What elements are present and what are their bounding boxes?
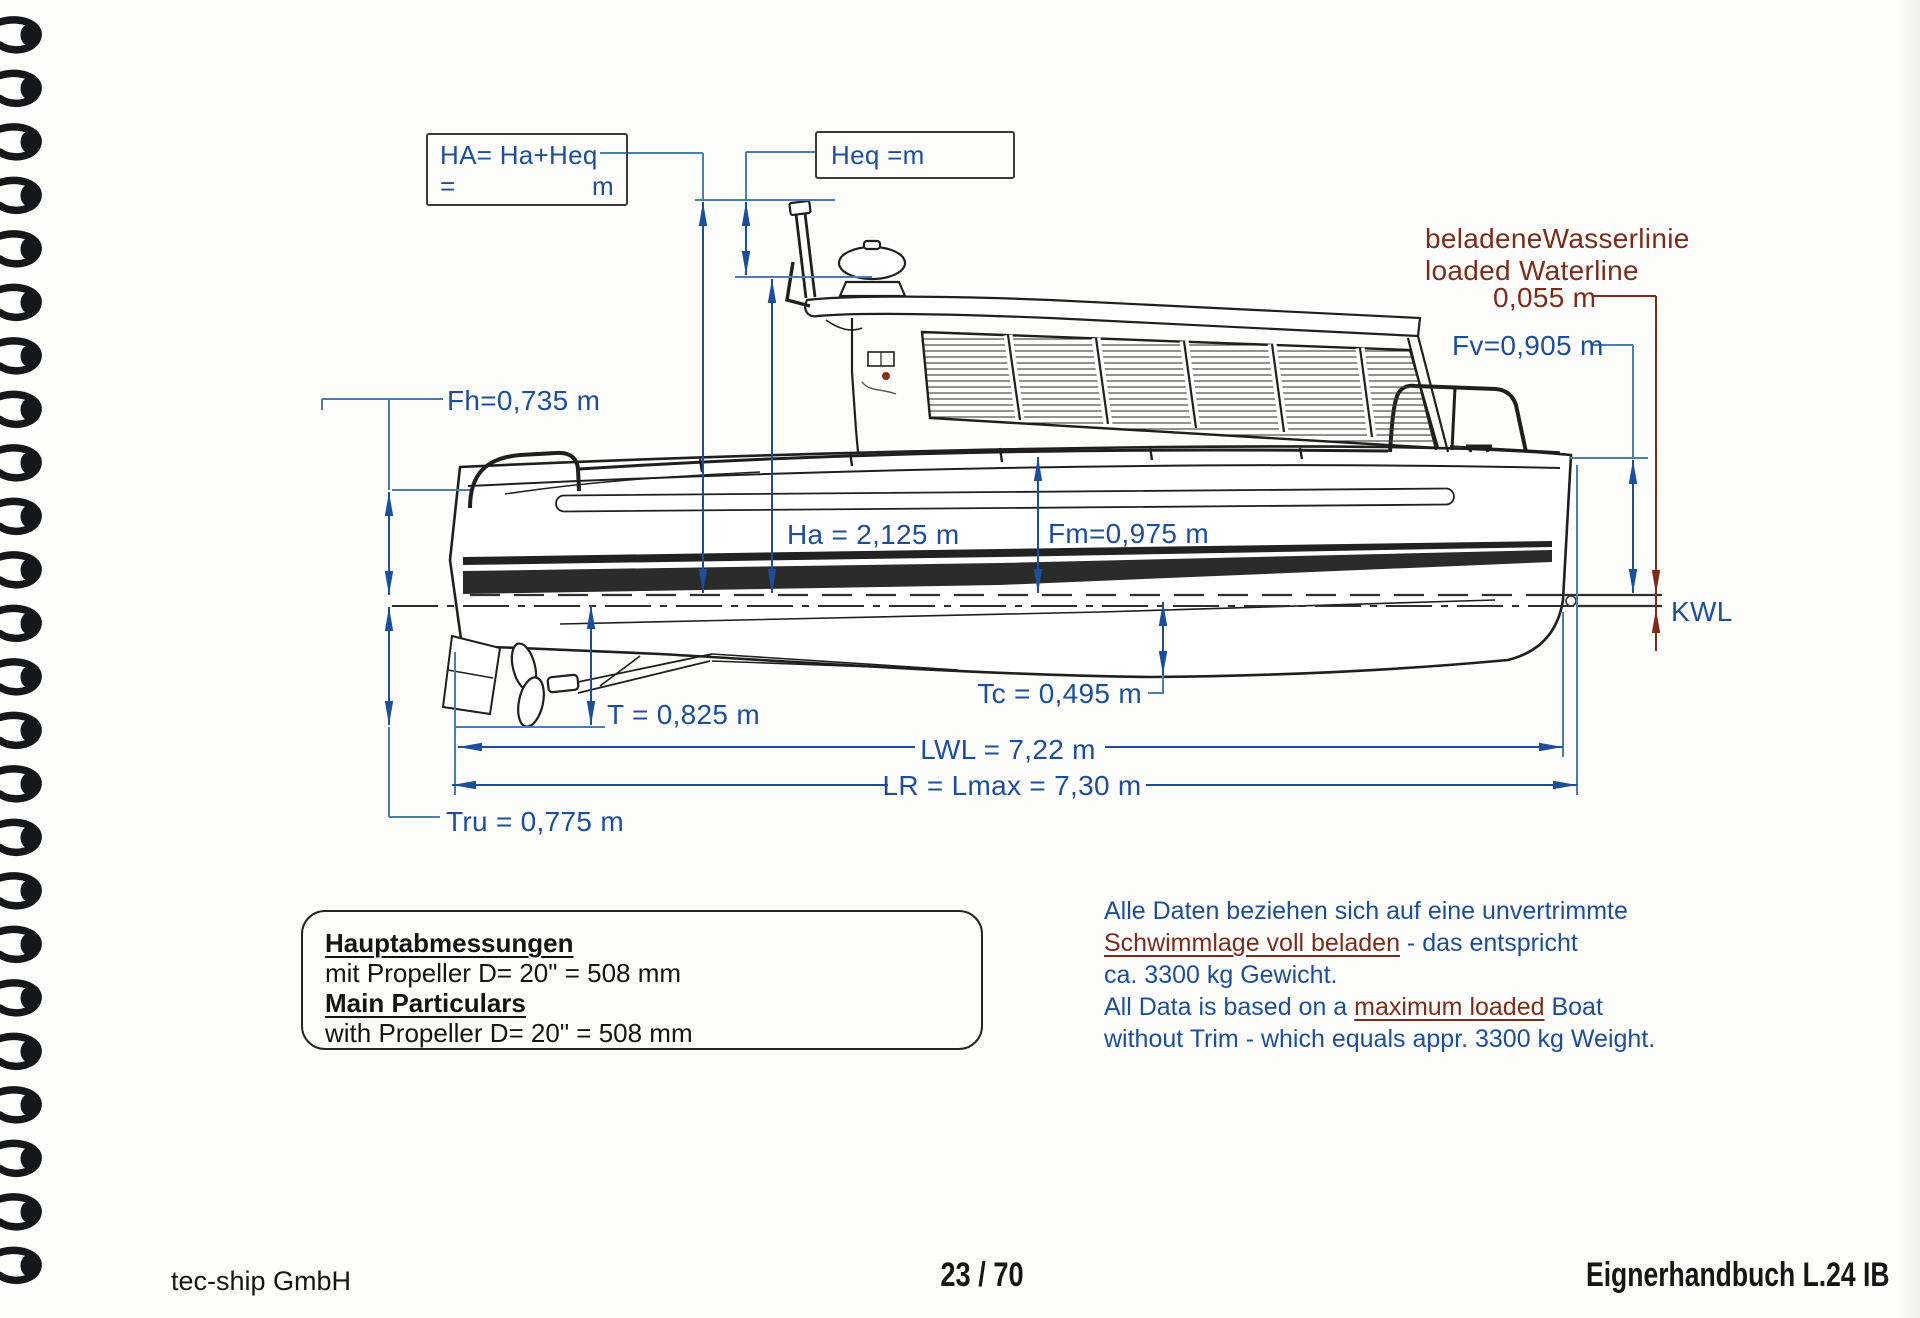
particulars-title-de: Hauptabmessungen — [325, 928, 574, 958]
dim-label-tc: Tc = 0,495 m — [977, 678, 1142, 709]
waterline-note-en: loaded Waterline — [1425, 255, 1639, 286]
main-particulars-box — [301, 910, 983, 1050]
particulars-sub-de: mit Propeller D= 20" = 508 mm — [325, 958, 682, 988]
formula-heq-label: Heq = — [831, 139, 903, 170]
note-line-4-post: Boat — [1544, 993, 1603, 1021]
dim-label-lr: LR = Lmax = 7,30 m — [882, 770, 1142, 801]
bow-rail-stanchion — [1452, 387, 1455, 450]
particulars-sub-en: with Propeller D= 20" = 508 mm — [325, 1018, 693, 1048]
footer-page-number: 23 / 70 — [940, 1256, 1024, 1294]
dim-label-fh: Fh=0,735 m — [447, 385, 601, 416]
dim-label-wl-offset: 0,055 m — [1493, 282, 1597, 313]
dim-label-kwl: KWL — [1671, 596, 1733, 627]
footer-document-title: Eignerhandbuch L.24 IB — [1586, 1256, 1890, 1294]
note-line-4-red: maximum loaded — [1354, 993, 1545, 1021]
cabin-aft-wall — [852, 318, 858, 452]
wheelhouse — [805, 297, 1448, 452]
note-line-2 — [1104, 927, 1655, 959]
antenna-mast — [787, 201, 815, 306]
note-line-2-rest: - das entspricht — [1399, 929, 1578, 957]
dim-label-t: T = 0,825 m — [607, 699, 760, 730]
spiral-binding — [0, 20, 38, 1280]
note-line-2-red: Schwimmlage voll beladen — [1104, 929, 1400, 957]
formula-ha-equals: = — [440, 171, 456, 201]
note-line-3: ca. 3300 kg Gewicht. — [1104, 961, 1338, 989]
cabin-logo-dot — [882, 372, 890, 380]
particulars-title-en: Main Particulars — [325, 988, 526, 1018]
note-line-4 — [1104, 991, 1655, 1023]
waterline-note-de: beladeneWasserlinie — [1425, 223, 1690, 254]
lwl-end-marker — [1566, 596, 1576, 606]
cabin-squiggle — [862, 382, 896, 394]
data-notes — [1104, 895, 1655, 1055]
dim-label-tru: Tru = 0,775 m — [446, 806, 624, 837]
formula-box-ha — [426, 133, 628, 206]
formula-ha-unit: m — [592, 171, 614, 201]
note-line-5: without Trim - which equals appr. 3300 kg Weight. — [1104, 1025, 1656, 1053]
boat-side-profile — [443, 201, 1571, 729]
formula-box-heq — [815, 131, 1015, 179]
dim-label-lwl: LWL = 7,22 m — [920, 734, 1096, 765]
dim-label-ha: Ha = 2,125 m — [787, 519, 960, 550]
radar-dome — [839, 241, 905, 296]
dim-label-fv: Fv=0,905 m — [1452, 330, 1604, 361]
note-line-4-pre: All Data is based on a — [1104, 993, 1355, 1021]
propeller — [508, 641, 579, 729]
cabin-roof — [805, 297, 1420, 336]
footer-company: tec-ship GmbH — [171, 1266, 352, 1296]
dim-label-fm: Fm=0,975 m — [1048, 518, 1209, 549]
note-line-1: Alle Daten beziehen sich auf eine unvertrimmte — [1104, 897, 1628, 925]
wiper-arc — [826, 320, 862, 330]
formula-ha-line1: HA= Ha+Heq — [440, 140, 598, 170]
formula-heq-unit: m — [902, 139, 925, 170]
